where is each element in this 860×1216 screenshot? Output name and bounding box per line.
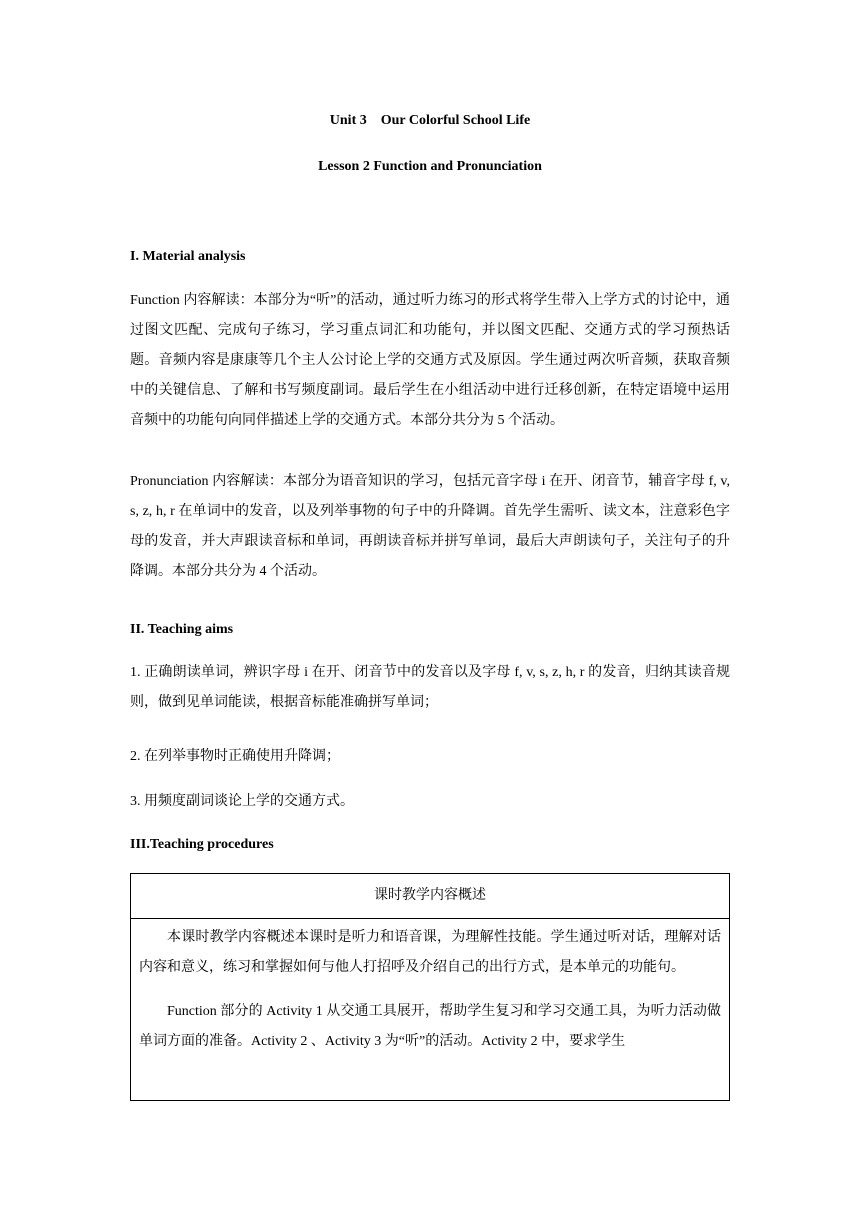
material-analysis-heading: I. Material analysis	[130, 249, 246, 264]
teaching-aim-1: 1. 正确朗读单词，辨识字母 i 在开、闭音节中的发音以及字母 f, v, s, z, h, r 的发音，归纳其读音规则，做到见单词能读，根据音标能准确拼写单词；	[130, 665, 730, 710]
lesson-title: Lesson 2 Function and Pronunciation	[318, 159, 542, 174]
unit-title: Unit 3 Our Colorful School Life	[329, 113, 531, 128]
overview-paragraph-2: Function 部分的 Activity 1 从交通工具展开，帮助学生复习和学习交通工具，为听力活动做单词方面的准备。Activity 2 、Activity 3 为“听”的活动。Activity 2 中，要求学生	[139, 1004, 721, 1049]
pronunciation-analysis-paragraph: Pronunciation 内容解读：本部分为语音知识的学习，包括元音字母 i 在开、闭音节，辅音字母 f, v, s, z, h, r 在单词中的发音，以及列举事物的句子中的升降调。首先学生需听、读文本，注意彩色字母的发音，并大声跟读音标和单词，再朗读音标并拼写单词，最后大声朗读句子，关注句子的升降调。本部分共分为 4 个活动。	[130, 474, 730, 579]
overview-paragraph-1: 本课时教学内容概述本课时是听力和语音课，为理解性技能。学生通过听对话，理解对话内容和意义，练习和掌握如何与他人打招呼及介绍自己的出行方式，是本单元的功能句。	[139, 930, 721, 975]
teaching-aim-2: 2. 在列举事物时正确使用升降调；	[130, 749, 340, 764]
teaching-aim-3: 3. 用频度副词谈论上学的交通方式。	[130, 794, 354, 809]
table-body-cell	[131, 919, 729, 1057]
lesson-overview-table	[130, 873, 730, 1101]
teaching-aims-heading: II. Teaching aims	[130, 622, 234, 637]
function-analysis-paragraph: Function 内容解读：本部分为“听”的活动，通过听力练习的形式将学生带入上学方式的讨论中，通过图文匹配、完成句子练习，学习重点词汇和功能句，并以图文匹配、交通方式的学习预热话题。音频内容是康康等几个主人公讨论上学的交通方式及原因。学生通过两次听音频，获取音频中的关键信息、了解和书写频度副词。最后学生在小组活动中进行迁移创新，在特定语境中运用音频中的功能句向同伴描述上学的交通方式。本部分共分为 5 个活动。	[130, 293, 730, 428]
table-header-cell: 课时教学内容概述	[131, 874, 729, 919]
teaching-procedures-heading: III.Teaching procedures	[130, 837, 274, 852]
